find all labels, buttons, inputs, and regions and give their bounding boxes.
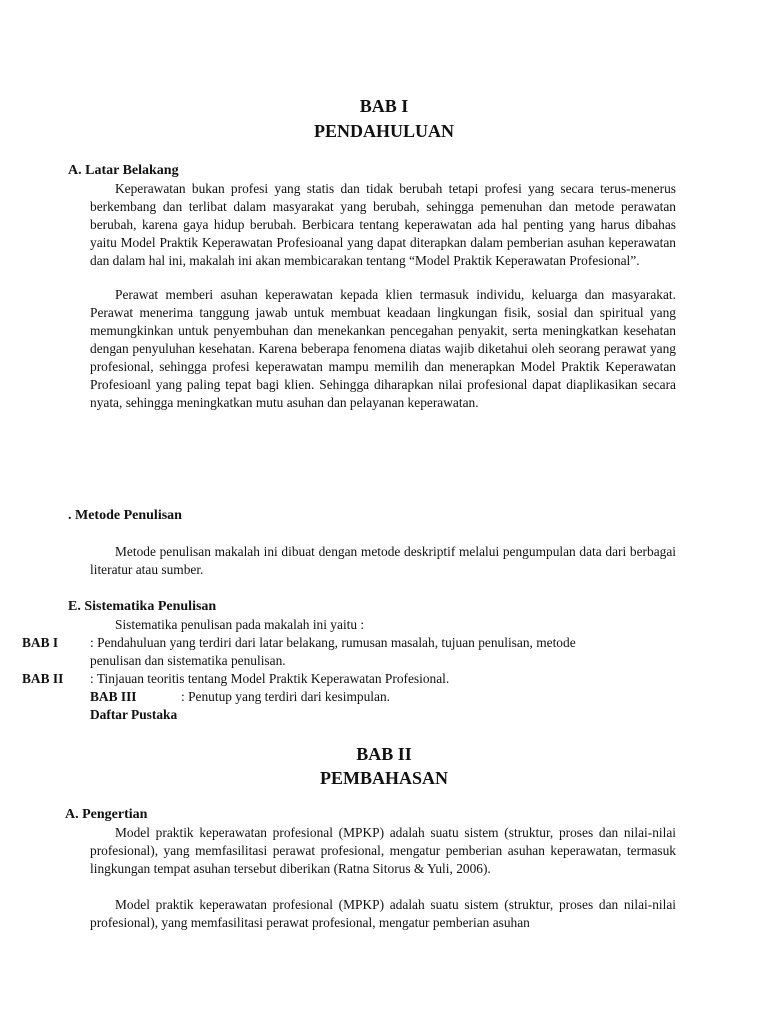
- chapter-title: PENDAHULUAN: [313, 121, 454, 141]
- paragraph-text: Perawat memberi asuhan keperawatan kepada klien termasuk individu, keluarga dan masyarakat. Perawat menerima tanggung jawab untuk membuat keadaan lingkungan fisik, sosial dan spiritual yang memungkinkan untuk penyembuhan dan menekankan pencegahan penyakit, serta meningkatkan kesehatan dengan penyuluhan kesehatan. Karena beberapa fenomena diatas wajib diketahui oleh seorang perawat yang profesional, sehingga profesi keperawatan mampu memilih dan menerapkan Model Praktik Keperawatan Profesioanl yang paling tepat bagi klien. Sehingga diharapkan nilai profesional dapat diaplikasikan secara nyata, sehingga meningkatkan mutu asuhan dan pelayanan keperawatan.: [90, 287, 676, 410]
- sistematika-label-bab3: BAB III: [90, 689, 137, 704]
- paragraph-text: Metode penulisan makalah ini dibuat dengan metode deskriptif melalui pengumpulan data dari berbagai literatur atau sumber.: [90, 544, 676, 577]
- section-heading-pengertian: A. Pengertian: [65, 807, 148, 822]
- section-heading-sistematika: E. Sistematika Penulisan: [68, 599, 217, 614]
- sistematika-text-bab1: : Pendahuluan yang terdiri dari latar belakang, rumusan masalah, tujuan penulisan, metode: [90, 635, 576, 650]
- paragraph-text: Keperawatan bukan profesi yang statis dan tidak berubah tetapi profesi yang secara terus-menerus berkembang dan terlibat dalam masyarakat yang berubah, sehingga pemenuhan dan metode perawatan berubah, karena gaya hidup berubah. Berbicara tentang keperawatan ada hal penting yang harus dibahas yaitu Model Praktik Keperawatan Profesioanal yang dapat diterapkan dalam pemberian asuhan keperawatan dan dalam hal ini, makalah ini akan membicarakan tentang “Model Praktik Keperawatan Profesional”.: [90, 181, 676, 268]
- sistematika-text-bab3: : Penutup yang terdiri dari kesimpulan.: [181, 689, 390, 704]
- paragraph: [90, 180, 676, 270]
- paragraph-text: Model praktik keperawatan profesional (MPKP) adalah suatu sistem (struktur, proses dan nilai-nilai profesional), yang memfasilitasi perawat profesional, mengatur pemberian asuhan keperawatan, termasuk lingkungan tempat asuhan tersebut diberikan (Ratna Sitorus & Yuli, 2006).: [90, 825, 676, 876]
- sistematika-text-bab1-cont: penulisan dan sistematika penulisan.: [90, 653, 286, 668]
- sistematika-label-bab2: BAB II: [22, 671, 64, 686]
- sistematika-text-bab2: : Tinjauan teoritis tentang Model Praktik Keperawatan Profesional.: [90, 671, 450, 686]
- paragraph: [90, 543, 676, 579]
- chapter-title: PEMBAHASAN: [319, 768, 448, 788]
- chapter-number: BAB I: [359, 96, 409, 116]
- sistematika-intro: Sistematika penulisan pada makalah ini yaitu :: [115, 617, 365, 632]
- sistematika-label-bab1: BAB I: [22, 635, 59, 650]
- paragraph: [90, 824, 676, 878]
- paragraph: [90, 286, 676, 412]
- section-heading-latar-belakang: A. Latar Belakang: [68, 163, 179, 178]
- paragraph: [90, 896, 676, 932]
- section-heading-metode: . Metode Penulisan: [68, 508, 182, 523]
- sistematika-label-daftar-pustaka: Daftar Pustaka: [90, 707, 178, 722]
- paragraph-text: Model praktik keperawatan profesional (MPKP) adalah suatu sistem (struktur, proses dan nilai-nilai profesional), yang memfasilitasi perawat profesional, mengatur pemberian asuhan: [90, 897, 676, 930]
- chapter-number: BAB II: [356, 744, 412, 764]
